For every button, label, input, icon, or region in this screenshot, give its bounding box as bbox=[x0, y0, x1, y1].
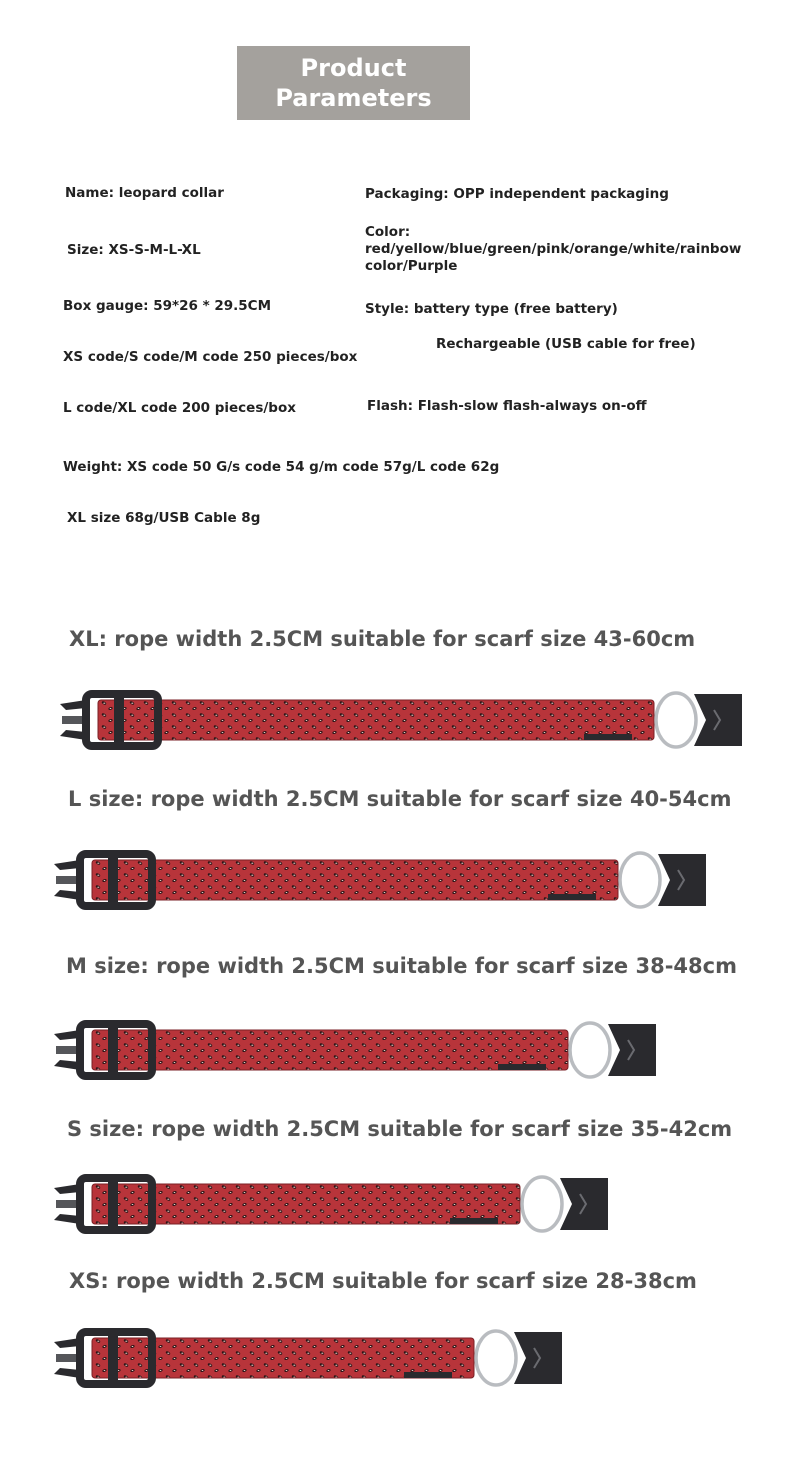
strap-keeper bbox=[498, 1064, 546, 1070]
param-size: Size: XS-S-M-L-XL bbox=[67, 242, 201, 258]
param-color-values-2: color/Purple bbox=[365, 258, 458, 274]
buckle-female bbox=[694, 694, 742, 746]
d-ring bbox=[570, 1023, 610, 1077]
size-label-m: M size: rope width 2.5CM suitable for scarf size 38-48cm bbox=[66, 954, 737, 978]
buckle-female bbox=[514, 1332, 562, 1384]
buckle-female bbox=[560, 1178, 608, 1230]
d-ring bbox=[620, 853, 660, 907]
buckle-female bbox=[658, 854, 706, 906]
leopard-strap bbox=[92, 860, 618, 900]
size-label-xs: XS: rope width 2.5CM suitable for scarf size 28-38cm bbox=[69, 1269, 697, 1293]
d-ring bbox=[522, 1177, 562, 1231]
param-flash: Flash: Flash-slow flash-always on-off bbox=[367, 398, 647, 414]
leopard-strap bbox=[98, 700, 654, 740]
strap-keeper bbox=[404, 1372, 452, 1378]
param-color-label: Color: bbox=[365, 224, 411, 240]
collar-image-s bbox=[52, 1172, 610, 1236]
collar-image-xl bbox=[58, 688, 744, 752]
param-weight-xl: XL size 68g/USB Cable 8g bbox=[67, 510, 261, 526]
buckle-female bbox=[608, 1024, 656, 1076]
slider-bar bbox=[108, 858, 118, 902]
size-label-xl: XL: rope width 2.5CM suitable for scarf size 43-60cm bbox=[69, 627, 696, 651]
param-xs-s-m-count: XS code/S code/M code 250 pieces/box bbox=[63, 349, 358, 365]
size-label-s: S size: rope width 2.5CM suitable for scarf size 35-42cm bbox=[67, 1117, 733, 1141]
strap-keeper bbox=[548, 894, 596, 900]
title-line-1: Product bbox=[300, 54, 407, 82]
strap-keeper bbox=[450, 1218, 498, 1224]
slider-bar bbox=[108, 1182, 118, 1226]
param-weight: Weight: XS code 50 G/s code 54 g/m code 57g/L code 62g bbox=[63, 459, 500, 475]
leopard-strap bbox=[92, 1030, 568, 1070]
title-line-2: Parameters bbox=[275, 84, 432, 112]
param-box-gauge: Box gauge: 59*26 * 29.5CM bbox=[63, 298, 272, 314]
strap-keeper bbox=[584, 734, 632, 740]
d-ring bbox=[476, 1331, 516, 1385]
buckle-tongue bbox=[56, 1200, 78, 1208]
size-label-l: L size: rope width 2.5CM suitable for scarf size 40-54cm bbox=[68, 787, 732, 811]
buckle-tongue bbox=[56, 1046, 78, 1054]
param-l-xl-count: L code/XL code 200 pieces/box bbox=[63, 400, 296, 416]
param-packaging: Packaging: OPP independent packaging bbox=[365, 186, 669, 202]
param-rechargeable: Rechargeable (USB cable for free) bbox=[436, 336, 696, 352]
slider-bar bbox=[108, 1336, 118, 1380]
buckle-tongue bbox=[56, 876, 78, 884]
d-ring bbox=[656, 693, 696, 747]
param-name: Name: leopard collar bbox=[65, 185, 224, 201]
collar-image-xs bbox=[52, 1326, 564, 1390]
collar-image-l bbox=[52, 848, 708, 912]
slider-bar bbox=[114, 698, 124, 742]
buckle-tongue bbox=[62, 716, 84, 724]
slider-bar bbox=[108, 1028, 118, 1072]
param-style: Style: battery type (free battery) bbox=[365, 301, 618, 317]
buckle-tongue bbox=[56, 1354, 78, 1362]
param-color-values-1: red/yellow/blue/green/pink/orange/white/rainbow bbox=[365, 241, 742, 257]
product-parameters-title bbox=[237, 46, 470, 120]
collar-image-m bbox=[52, 1018, 658, 1082]
